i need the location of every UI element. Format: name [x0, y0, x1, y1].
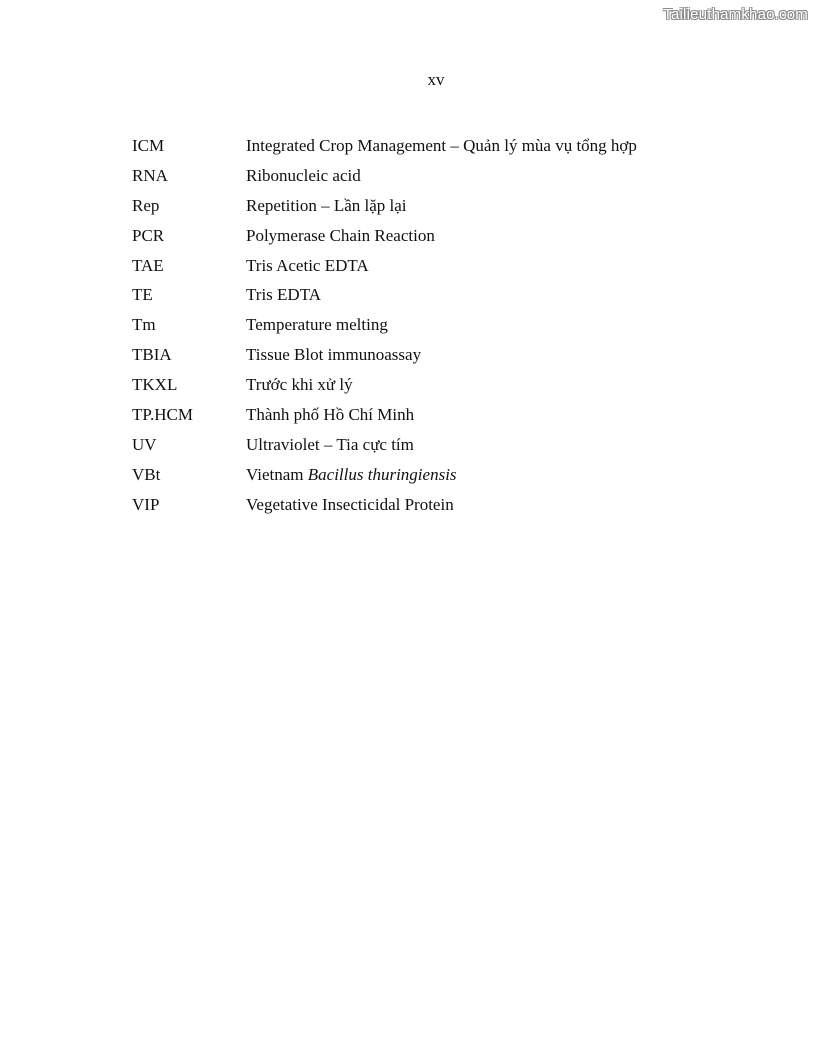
abbreviation-term: Tm — [132, 315, 156, 335]
abbreviation-row — [132, 400, 637, 430]
abbreviation-definition — [246, 465, 457, 485]
abbreviation-term: TBIA — [132, 345, 172, 365]
abbreviation-term: VIP — [132, 494, 160, 514]
abbreviation-definition: Thành phố Hồ Chí Minh — [246, 404, 415, 424]
definition-italic-species: Bacillus thuringiensis — [307, 464, 457, 484]
abbreviation-term: PCR — [132, 225, 165, 245]
abbreviation-row — [132, 340, 637, 370]
abbreviation-definition: Tris Acetic EDTA — [246, 255, 369, 275]
abbreviation-row — [132, 430, 637, 460]
abbreviation-row — [132, 490, 637, 520]
abbreviation-definition: Temperature melting — [246, 315, 388, 335]
abbreviation-row — [132, 251, 637, 281]
abbreviation-term: ICM — [132, 135, 165, 155]
abbreviation-row — [132, 460, 637, 490]
abbreviation-definition: Polymerase Chain Reaction — [246, 225, 435, 245]
abbreviation-definition: Trước khi xử lý — [246, 375, 353, 395]
abbreviation-term: TAE — [132, 255, 164, 275]
watermark-text: Tailieuthamkhao.com — [663, 6, 808, 23]
abbreviation-definition: Tissue Blot immunoassay — [246, 345, 422, 365]
abbreviation-definition: Ribonucleic acid — [246, 165, 361, 185]
abbreviation-definition: Vegetative Insecticidal Protein — [246, 494, 454, 514]
abbreviation-row — [132, 191, 637, 221]
abbreviation-definition: Integrated Crop Management – Quản lý mùa vụ tổng hợp — [246, 135, 637, 155]
abbreviation-term: TE — [132, 285, 153, 305]
abbreviation-definition: Ultraviolet – Tia cực tím — [246, 434, 414, 454]
abbreviation-term: RNA — [132, 165, 168, 185]
abbreviation-list — [132, 131, 637, 520]
abbreviation-row — [132, 310, 637, 340]
abbreviation-definition: Tris EDTA — [246, 285, 321, 305]
abbreviation-row — [132, 280, 637, 310]
page-number: xv — [427, 70, 445, 89]
abbreviation-term: VBt — [132, 464, 161, 484]
abbreviation-row — [132, 370, 637, 400]
abbreviation-term: TKXL — [132, 375, 178, 395]
abbreviation-row — [132, 131, 637, 161]
abbreviation-definition: Repetition – Lần lặp lại — [246, 195, 407, 215]
abbreviation-row — [132, 221, 637, 251]
abbreviation-term: TP.HCM — [132, 404, 193, 424]
abbreviation-term: Rep — [132, 195, 160, 215]
abbreviation-row — [132, 161, 637, 191]
definition-prefix: Vietnam — [246, 464, 308, 484]
abbreviation-term: UV — [132, 434, 157, 454]
